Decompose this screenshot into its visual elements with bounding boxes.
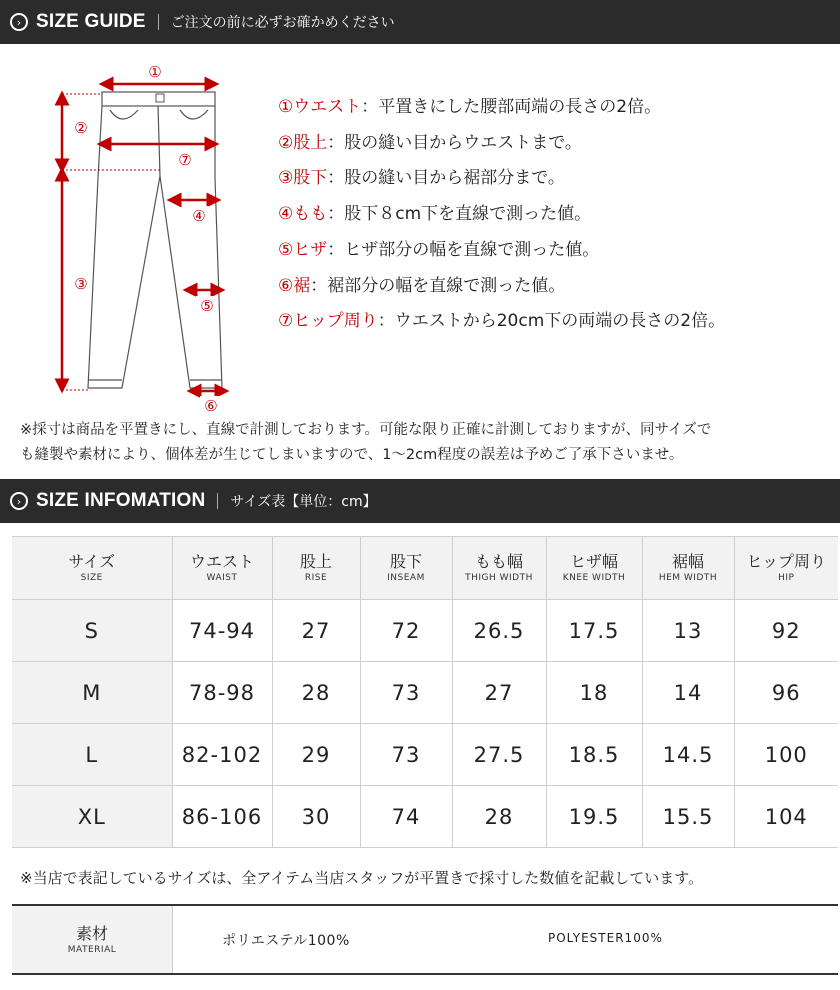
measurement-note: ※採寸は商品を平置きにし、直線で計測しております。可能な限り正確に計測しておりますが、同サイズで も縫製や素材により、個体差が生じてしまいますので、1〜2cm程度の誤差は予めご了承下さいませ。: [20, 422, 712, 463]
label-2: ②: [74, 119, 88, 137]
header-waist: ウエスト WAIST: [172, 537, 272, 600]
pants-diagram: [50, 58, 240, 418]
table-row: M 78-98 28 73 27 18 14 96: [12, 662, 838, 724]
header-thigh: もも幅 THIGH WIDTH: [452, 537, 546, 600]
label-1: ①: [148, 63, 162, 81]
measurement-item: ⑤ヒザ：ヒザ部分の幅を直線で測った値。: [278, 239, 600, 260]
label-4: ④: [192, 207, 206, 225]
header-knee: ヒザ幅 KNEE WIDTH: [546, 537, 642, 600]
material-value-jp: ポリエステル100%: [222, 933, 350, 949]
measurement-list: [278, 90, 725, 340]
measurement-item: ③股下：股の縫い目から裾部分まで。: [278, 168, 565, 189]
measurement-item: ④もも：股下８cm下を直線で測った値。: [278, 204, 592, 225]
size-info-title: SIZE INFOMATION: [36, 490, 206, 511]
divider: [217, 493, 218, 509]
material-label: 素材 MATERIAL: [12, 906, 173, 973]
measurement-item: ①ウエスト：平置きにした腰部両端の長さの2倍。: [278, 97, 662, 117]
table-row: S 74-94 27 72 26.5 17.5 13 92: [12, 600, 838, 662]
size-table: [12, 536, 838, 848]
material-value-en: POLYESTER100%: [548, 931, 663, 945]
measurement-item: ②股上：股の縫い目からウエストまで。: [278, 132, 582, 153]
measurement-item: ⑦ヒップ周り：ウエストから20cm下の両端の長さの2倍。: [278, 311, 726, 332]
table-header-row: [12, 537, 838, 600]
size-info-subtitle: サイズ表【単位：cm】: [230, 494, 377, 510]
label-6: ⑥: [204, 397, 218, 415]
size-guide-title: SIZE GUIDE: [36, 11, 146, 32]
label-5: ⑤: [200, 297, 214, 315]
chevron-right-icon: ›: [10, 492, 28, 510]
header-hem: 裾幅 HEM WIDTH: [642, 537, 734, 600]
table-row: L 82-102 29 73 27.5 18.5 14.5 100: [12, 724, 838, 786]
header-size: サイズ SIZE: [12, 537, 172, 600]
header-hip: ヒップ周り HIP: [734, 537, 838, 600]
pants-outline: [88, 92, 222, 388]
divider: [158, 14, 159, 30]
label-3: ③: [74, 275, 88, 293]
header-inseam: 股下 INSEAM: [360, 537, 452, 600]
size-note: ※当店で表記しているサイズは、全アイテム当店スタッフが平置きで採寸した数値を記載しています。: [20, 869, 704, 887]
size-guide-subtitle: ご注文の前に必ずお確かめください: [170, 15, 395, 31]
measurement-item: ⑥裾：裾部分の幅を直線で測った値。: [278, 275, 566, 296]
chevron-right-icon: ›: [10, 13, 28, 31]
header-rise: 股上 RISE: [272, 537, 360, 600]
material-row: [12, 904, 838, 975]
size-info-header: [0, 479, 840, 523]
size-guide-header: [0, 0, 840, 44]
label-7: ⑦: [178, 151, 192, 169]
table-row: XL 86-106 30 74 28 19.5 15.5 104: [12, 786, 838, 848]
